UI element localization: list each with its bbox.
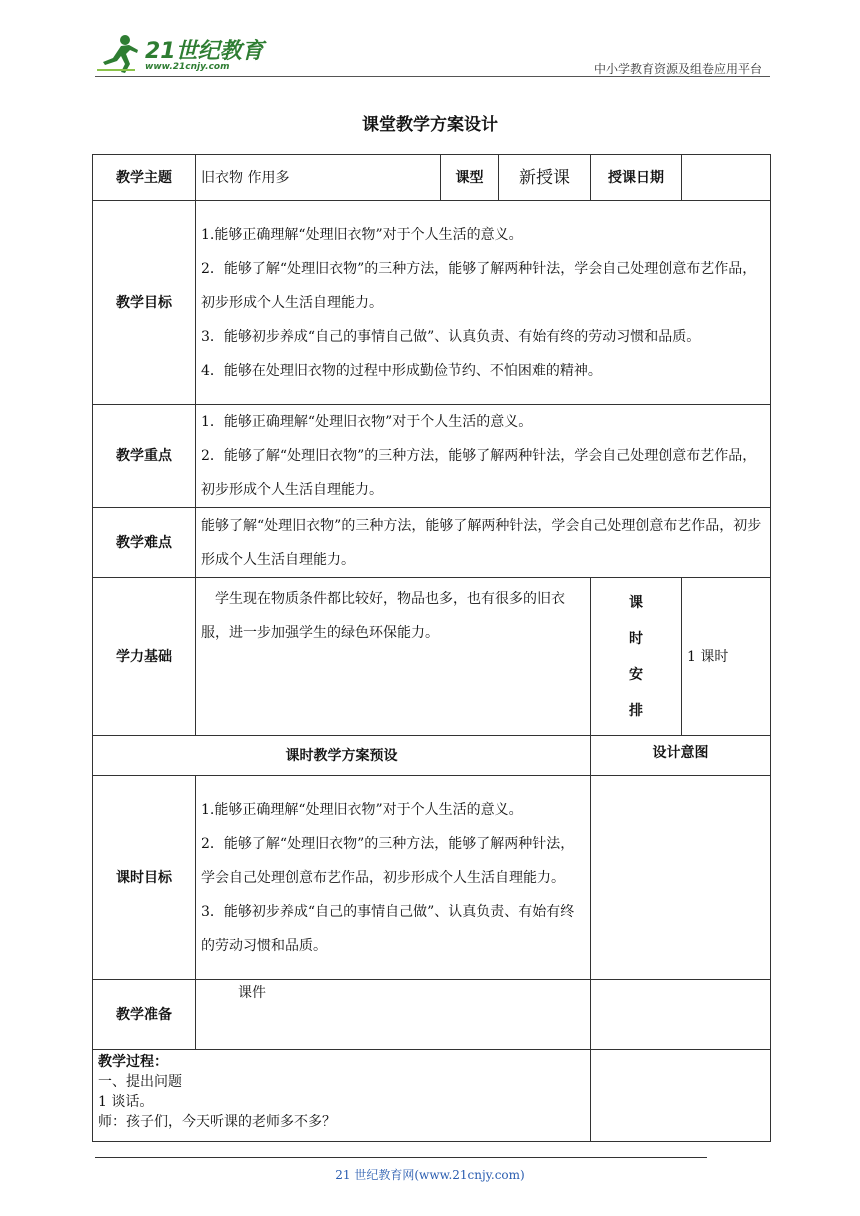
topic-row (93, 155, 771, 201)
foundation-row (93, 578, 771, 736)
key-points-row (93, 405, 771, 508)
page-header (95, 30, 770, 78)
objective-item: 1.能够正确理解“处理旧衣物”对于个人生活的意义。 (201, 226, 523, 243)
footer-divider (95, 1157, 707, 1158)
schedule-label-char: 课 (629, 594, 643, 611)
date-label: 授课日期 (591, 155, 682, 201)
site-logo[interactable] (95, 34, 270, 76)
footer-link[interactable]: 21 世纪教育网(www.21cnjy.com) (335, 1168, 525, 1182)
schedule-label-char: 安 (629, 666, 643, 683)
preparation-intent (591, 980, 771, 1050)
difficulties-label: 教学难点 (93, 508, 196, 578)
platform-tagline: 中小学教育资源及组卷应用平台 (593, 62, 762, 76)
key-points-content (196, 405, 771, 508)
plan-section-title: 课时教学方案预设 (93, 736, 591, 776)
runner-icon (95, 34, 143, 74)
lesson-goal-item: 3．能够初步养成“自己的事情自己做”、认真负责、有始有终的劳动习惯和品质。 (201, 903, 575, 954)
lesson-plan-table (92, 154, 771, 1142)
lesson-goal-item: 1.能够正确理解“处理旧衣物”对于个人生活的意义。 (201, 801, 523, 818)
objective-item: 2．能够了解“处理旧衣物”的三种方法，能够了解两种针法，学会自己处理创意布艺作品，初步形成个人生活自理能力。 (201, 260, 757, 311)
process-row (93, 1050, 771, 1142)
process-line: 一、提出问题 (98, 1074, 182, 1090)
objectives-row (93, 201, 771, 405)
key-point-item: 1．能够正确理解“处理旧衣物”对于个人生活的意义。 (201, 414, 533, 430)
objectives-label: 教学目标 (93, 201, 196, 405)
process-line: 师：孩子们，今天听课的老师多不多？ (98, 1114, 336, 1130)
lesson-type-label: 课型 (441, 155, 499, 201)
preparation-label: 教学准备 (93, 980, 196, 1050)
lesson-goals-row (93, 776, 771, 980)
document-title: 课堂教学方案设计 (362, 115, 498, 135)
preparation-value: 课件 (196, 980, 591, 1050)
date-value (682, 155, 771, 201)
lesson-goals-intent (591, 776, 771, 980)
difficulties-row (93, 508, 771, 578)
schedule-label-char: 时 (629, 630, 643, 647)
design-intent-title: 设计意图 (591, 736, 771, 776)
objective-item: 3．能够初步养成“自己的事情自己做”、认真负责、有始有终的劳动习惯和品质。 (201, 328, 701, 345)
foundation-label: 学力基础 (93, 578, 196, 736)
header-divider (95, 76, 770, 77)
foundation-content (196, 578, 591, 736)
foundation-text: 学生现在物质条件都比较好，物品也多，也有很多的旧衣服，进一步加强学生的绿色环保能力。 (201, 591, 565, 641)
objectives-content (196, 201, 771, 405)
process-content (93, 1050, 591, 1142)
schedule-label-char: 排 (629, 702, 643, 719)
preparation-row (93, 980, 771, 1050)
key-point-item: 2．能够了解“处理旧衣物”的三种方法，能够了解两种针法，学会自己处理创意布艺作品，初步形成个人生活自理能力。 (201, 448, 757, 498)
lesson-goals-label: 课时目标 (93, 776, 196, 980)
logo-url: www.21cnjy.com (145, 62, 230, 72)
lesson-type-value: 新授课 (499, 155, 591, 201)
lesson-goals-content (196, 776, 591, 980)
section-header-row (93, 736, 771, 776)
process-line: 1 谈话。 (98, 1094, 154, 1110)
difficulties-content: 能够了解“处理旧衣物”的三种方法，能够了解两种针法，学会自己处理创意布艺作品，初步形成个人生活自理能力。 (196, 508, 771, 578)
lesson-goal-item: 2．能够了解“处理旧衣物”的三种方法，能够了解两种针法，学会自己处理创意布艺作品，初步形成个人生活自理能力。 (201, 835, 575, 886)
logo-text: 21世纪教育 (145, 39, 264, 64)
schedule-value: 1 课时 (682, 578, 771, 736)
key-points-label: 教学重点 (93, 405, 196, 508)
process-intent (591, 1050, 771, 1142)
schedule-label (591, 578, 682, 736)
objective-item: 4．能够在处理旧衣物的过程中形成勤俭节约、不怕困难的精神。 (201, 362, 602, 379)
topic-value: 旧衣物 作用多 (196, 155, 441, 201)
process-heading: 教学过程： (98, 1054, 168, 1070)
topic-label: 教学主题 (93, 155, 196, 201)
